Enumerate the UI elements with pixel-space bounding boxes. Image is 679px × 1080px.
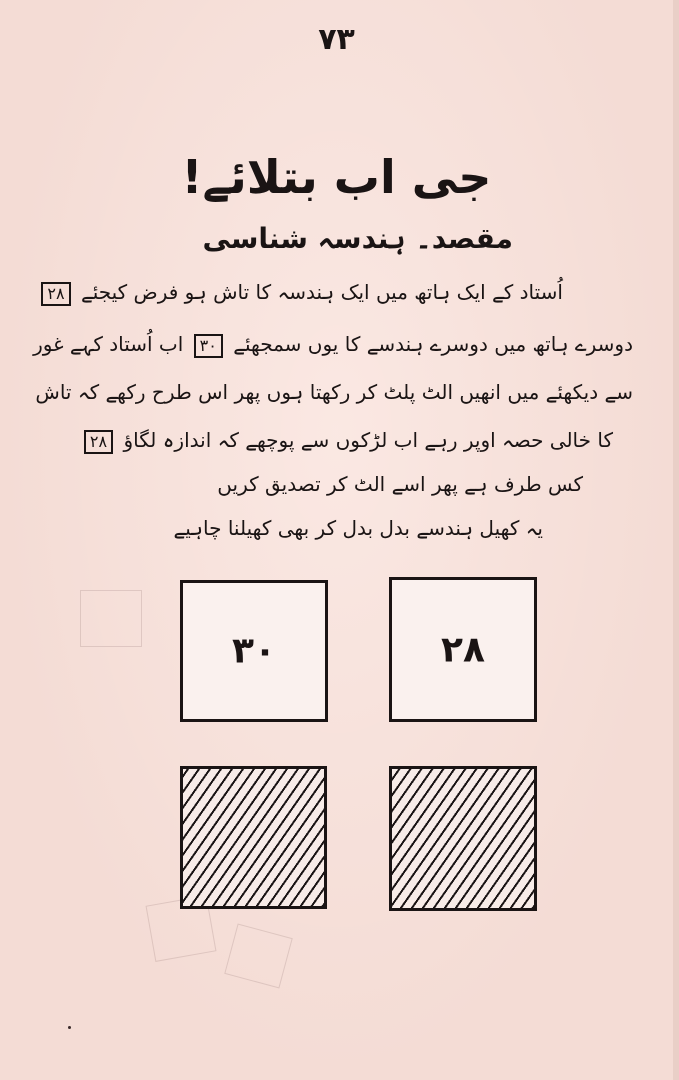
- card-bottom-left-hatched: [180, 766, 327, 909]
- text-line-5: [217, 472, 583, 496]
- page-subtitle: مقصد۔ ہندسہ شناسی: [202, 222, 513, 255]
- text-line-4: [80, 428, 613, 454]
- text-line-5-content: کس طرف ہے پھر اسے الٹ کر تصدیق کریں: [217, 472, 583, 496]
- text-line-1: [37, 280, 563, 306]
- card-top-left: [180, 580, 328, 722]
- text-line-2-content-b: اب اُستاد کہے غور: [33, 332, 184, 356]
- page-title: جی اب بتلائے!: [181, 150, 492, 204]
- card-bottom-right-hatched: [389, 766, 537, 911]
- text-line-1-content: اُستاد کے ایک ہاتھ میں ایک ہندسہ کا تاش ہو فرض کیجئے: [80, 280, 563, 304]
- text-line-4-content: کا خالی حصہ اوپر رہے اب لڑکوں سے پوچھے کہ اندازہ لگاؤ: [123, 428, 613, 452]
- text-line-2-content-a: دوسرے ہاتھ میں دوسرے ہندسے کا یوں سمجھئے: [233, 332, 633, 356]
- card-top-left-label: ۳۰: [232, 630, 276, 672]
- ink-speck: [68, 1026, 71, 1029]
- page-number: ۷۳: [318, 22, 355, 57]
- card-top-right: [389, 577, 537, 722]
- text-line-3: [35, 380, 633, 404]
- text-line-3-content: سے دیکھئے میں انھیں الٹ پلٹ کر رکھتا ہوں پھر اس طرح رکھے کہ تاش: [35, 380, 633, 404]
- show-through-mark: [80, 590, 142, 647]
- card-top-right-label: ۲۸: [441, 629, 485, 670]
- show-through-mark: [224, 924, 293, 989]
- number-box-28-second: ۲۸: [84, 430, 113, 454]
- text-line-6: [174, 516, 543, 540]
- text-line-2: [33, 332, 633, 358]
- number-box-28: ۲۸: [41, 282, 70, 306]
- text-line-6-content: یہ کھیل ہندسے بدل بدل کر بھی کھیلنا چاہیے: [173, 516, 543, 540]
- number-box-30: ۳۰: [194, 334, 223, 358]
